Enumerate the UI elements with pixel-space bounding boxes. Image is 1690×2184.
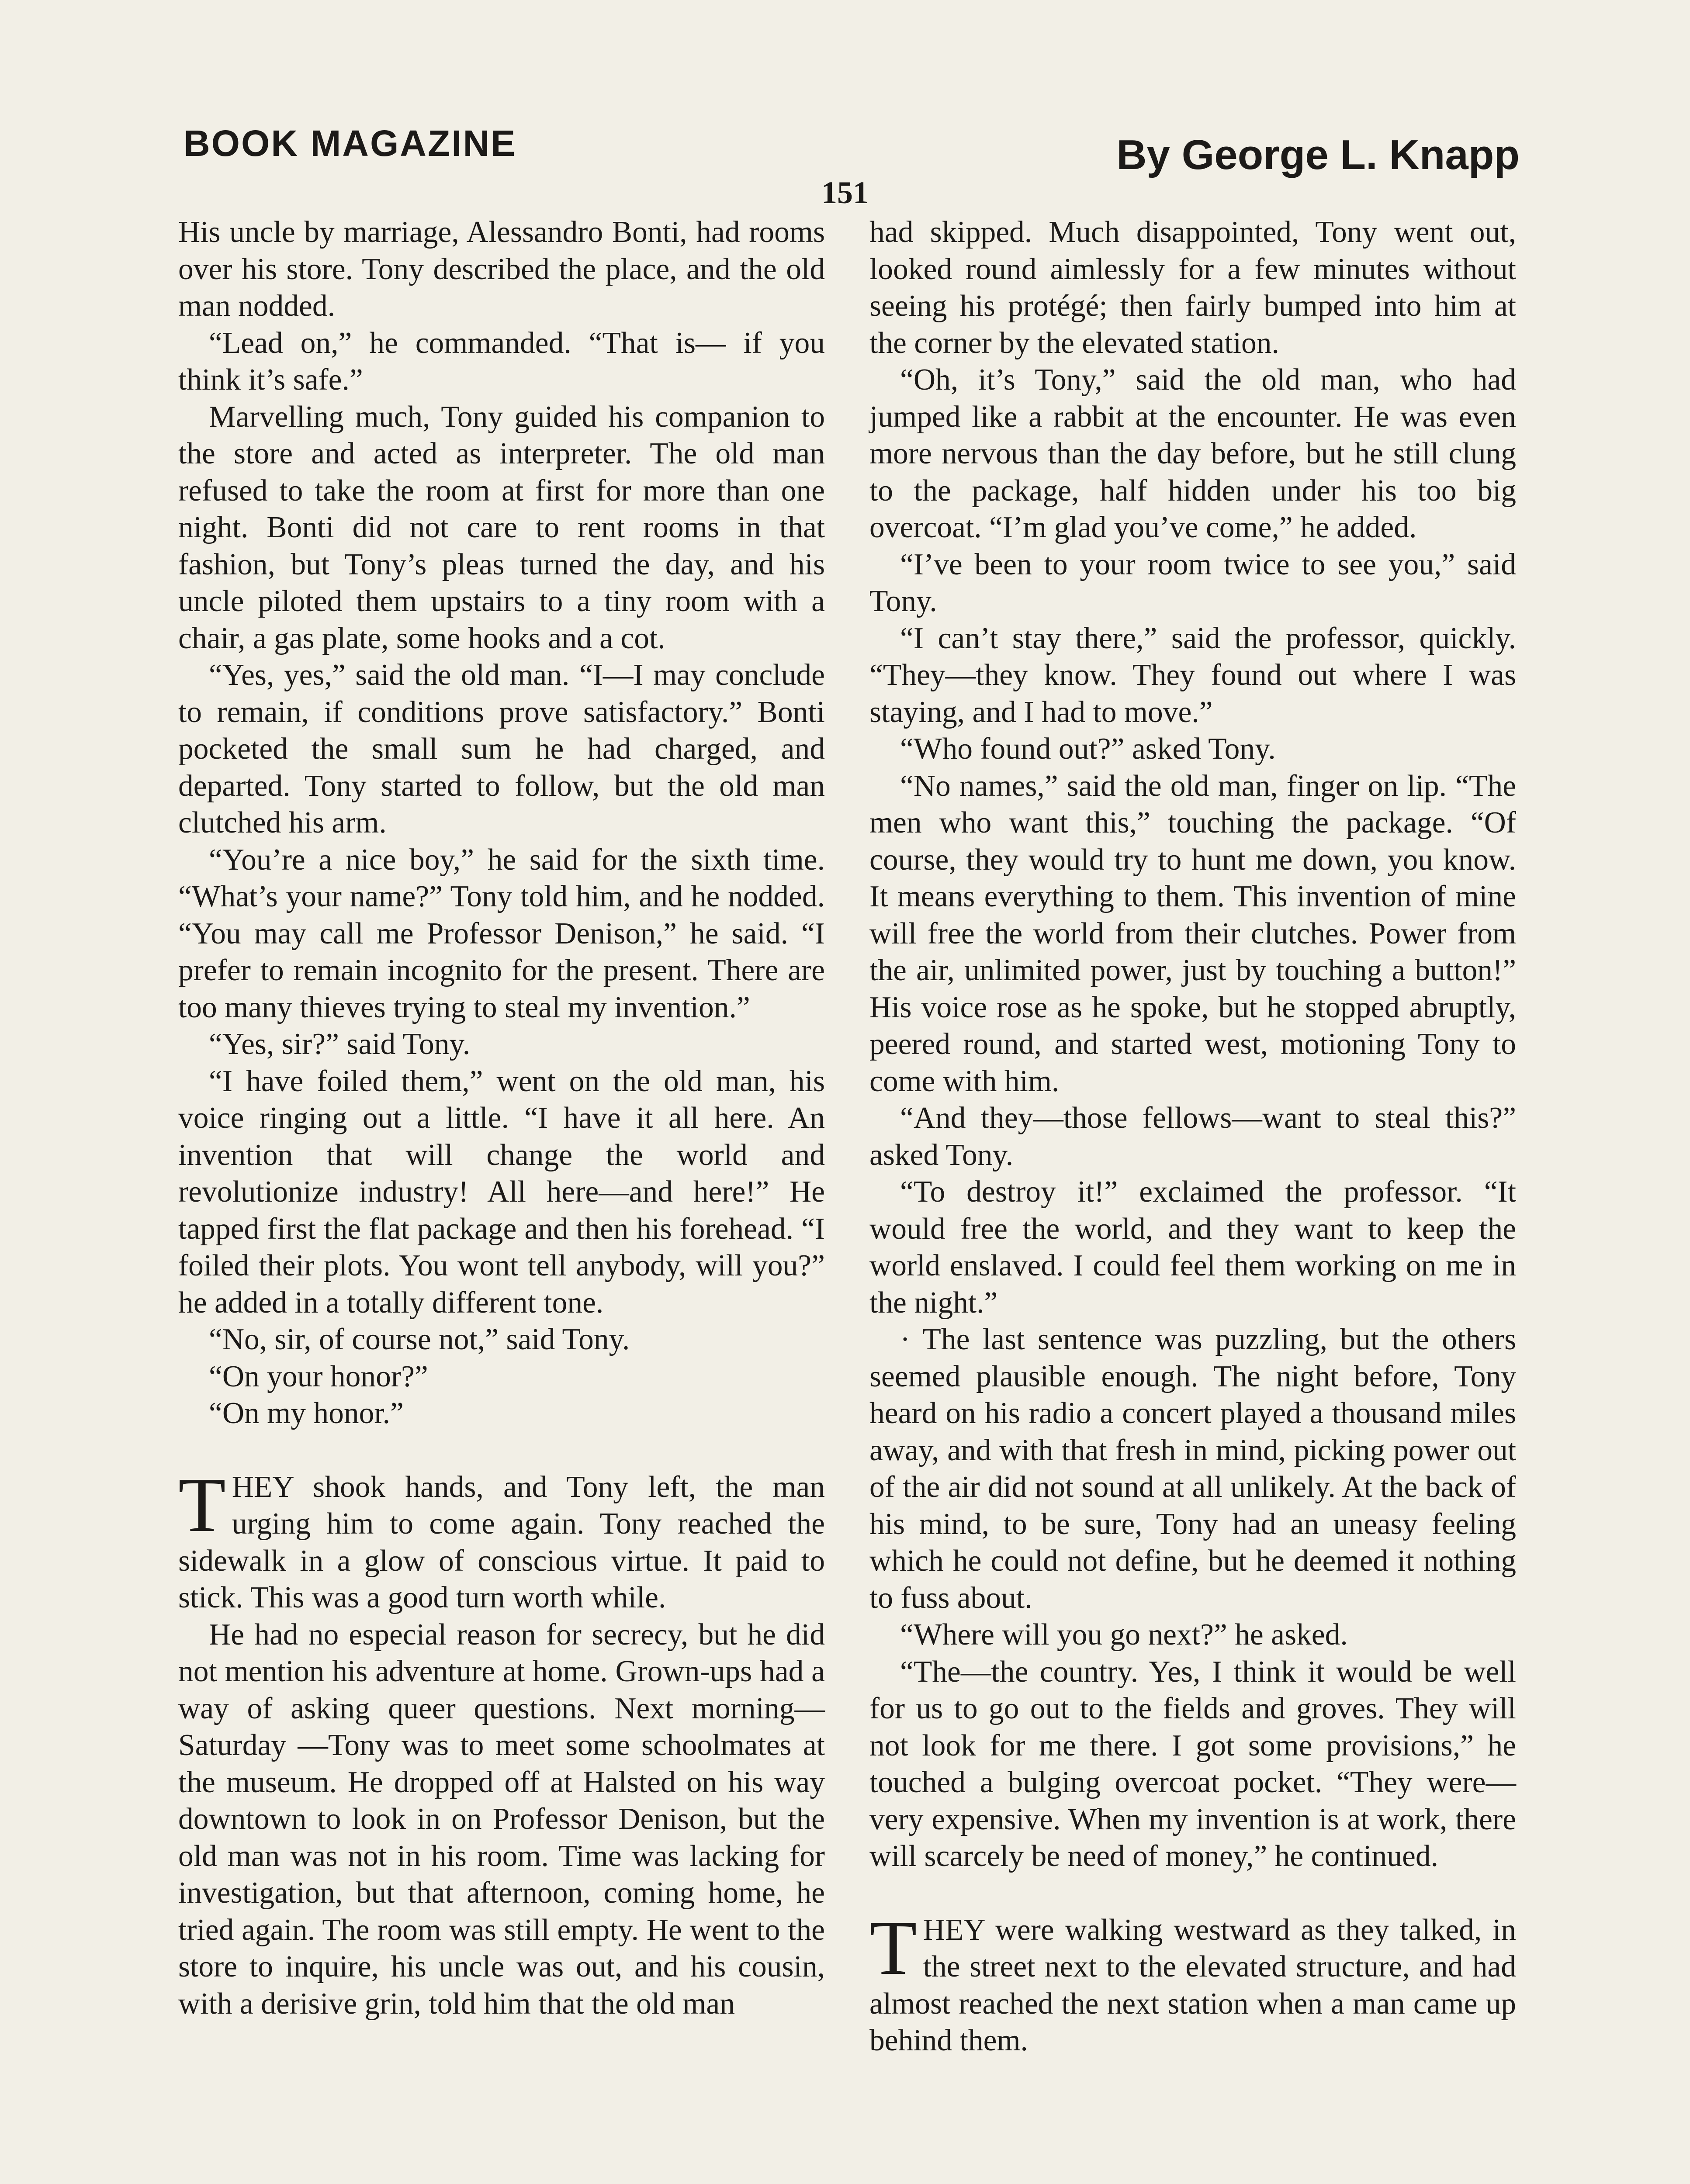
page-number: 151 <box>821 175 869 210</box>
paragraph: “You’re a nice boy,” he said for the sixth time. “What’s your name?” Tony told him, and he nodded. “You may call me Professor Denison,” he said. “I prefer to remain incognito for the present. There are too many thieves trying to steal my invention.” <box>178 843 825 1024</box>
paragraph: “Yes, sir?” said Tony. <box>209 1027 471 1061</box>
paragraph: His uncle by marriage, Alessandro Bonti, had rooms over his store. Tony described the place, and the old man nodded. <box>178 215 825 323</box>
paragraph-text: HEY were walking westward as they talked, in the street next to the elevated structure, and had almost reached the next station when a man came up behind them. <box>869 1913 1516 2057</box>
magazine-title: BOOK MAGAZINE <box>184 123 517 164</box>
author-byline: By George L. Knapp <box>1116 131 1520 178</box>
drop-cap: T <box>869 1904 917 1991</box>
section-paragraph <box>869 1904 1516 2060</box>
paragraph: · The last sentence was puzzling, but the others seemed plausible enough. The night before, Tony heard on his radio a concert played a thousand miles away, and with that fresh in mind, picking power out of the air did not sound at all unlikely. At the back of his mind, to be sure, Tony had an uneasy feeling which he could not define, but he deemed it nothing to fuss about. <box>869 1323 1516 1615</box>
paragraph: “To destroy it!” exclaimed the professor. “It would free the world, and they want to keep the world enslaved. I could feel them working on me in the night.” <box>869 1175 1516 1320</box>
paragraph: “On your honor?” <box>209 1359 428 1393</box>
paragraph: “Oh, it’s Tony,” said the old man, who had jumped like a rabbit at the encounter. He was even more nervous than the day before, but he still clung to the package, half hidden under his too big overcoat. “I’m glad you’ve come,” he added. <box>869 363 1516 544</box>
section-paragraph <box>178 1461 825 1617</box>
paragraph: “I’ve been to your room twice to see you,” said Tony. <box>869 547 1516 618</box>
paragraph: “Where will you go next?” he asked. <box>900 1618 1348 1652</box>
paragraph: “No, sir, of course not,” said Tony. <box>209 1323 630 1356</box>
paragraph: “No names,” said the old man, finger on lip. “The men who want this,” touching the package. “Of course, they would try to hunt me down, you know. It means everything to them. This invention of mine will free the world from their clutches. Power from the air, unlimited power, just by touching a button!” His voice rose as he spoke, but he stopped abruptly, peered round, and started west, motioning Tony to come with him. <box>869 769 1516 1098</box>
paragraph: “I have foiled them,” went on the old man, his voice ringing out a little. “I have it all here. An invention that will change the world and revolutionize industry! All here—and here!” He tapped first the flat package and then his forehead. “I foiled their plots. You wont tell anybody, will you?” he added in a totally different tone. <box>178 1064 825 1320</box>
paragraph: “I can’t stay there,” said the professor, quickly. “They—they know. They found out where I was staying, and I had to move.” <box>869 621 1516 729</box>
paragraph: He had no especial reason for secrecy, but he did not mention his adventure at home. Grown-ups had a way of asking queer questions. Next morning—Saturday —Tony was to meet some schoolmates at the museum. He dropped off at Halsted on his way downtown to look in on Professor Denison, but the old man was not in his room. Time was lacking for investigation, but that afternoon, coming home, he tried again. The room was still empty. He went to the store to inquire, his uncle was out, and his cousin, with a derisive grin, told him that the old man <box>178 1617 825 2021</box>
paragraph: “And they—those fellows—want to steal this?” asked Tony. <box>869 1101 1516 1172</box>
paragraph-text: HEY shook hands, and Tony left, the man urging him to come again. Tony reached the sidewalk in a glow of conscious virtue. It paid to stick. This was a good turn worth while. <box>178 1470 825 1614</box>
paragraph: “On my honor.” <box>209 1396 404 1430</box>
paragraph: “Who found out?” asked Tony. <box>900 732 1276 766</box>
paragraph: “The—the country. Yes, I think it would be well for us to go out to the fields and groves. They will not look for me there. I got some provisions,” he touched a bulging overcoat pocket. “They were— very expensive. When my invention is at work, there will scarcely be need of money,” he continued. <box>869 1655 1516 1873</box>
drop-cap: T <box>178 1461 226 1548</box>
paragraph: “Lead on,” he commanded. “That is— if you think it’s safe.” <box>178 326 825 397</box>
left-column <box>178 214 825 2022</box>
paragraph: Marvelling much, Tony guided his companion to the store and acted as interpreter. The old man refused to take the room at first for more than one night. Bonti did not care to rent rooms in that fashion, but Tony’s pleas turned the day, and his uncle piloted them upstairs to a tiny room with a chair, a gas plate, some hooks and a cot. <box>178 400 825 655</box>
right-column <box>869 214 1516 2060</box>
paragraph: had skipped. Much disappointed, Tony went out, looked round aimlessly for a few minutes without seeing his protégé; then fairly bumped into him at the corner by the elevated station. <box>869 215 1516 360</box>
paragraph: “Yes, yes,” said the old man. “I—I may conclude to remain, if conditions prove satisfactory.” Bonti pocketed the small sum he had charged, and departed. Tony started to follow, but the old man clutched his arm. <box>178 658 825 840</box>
